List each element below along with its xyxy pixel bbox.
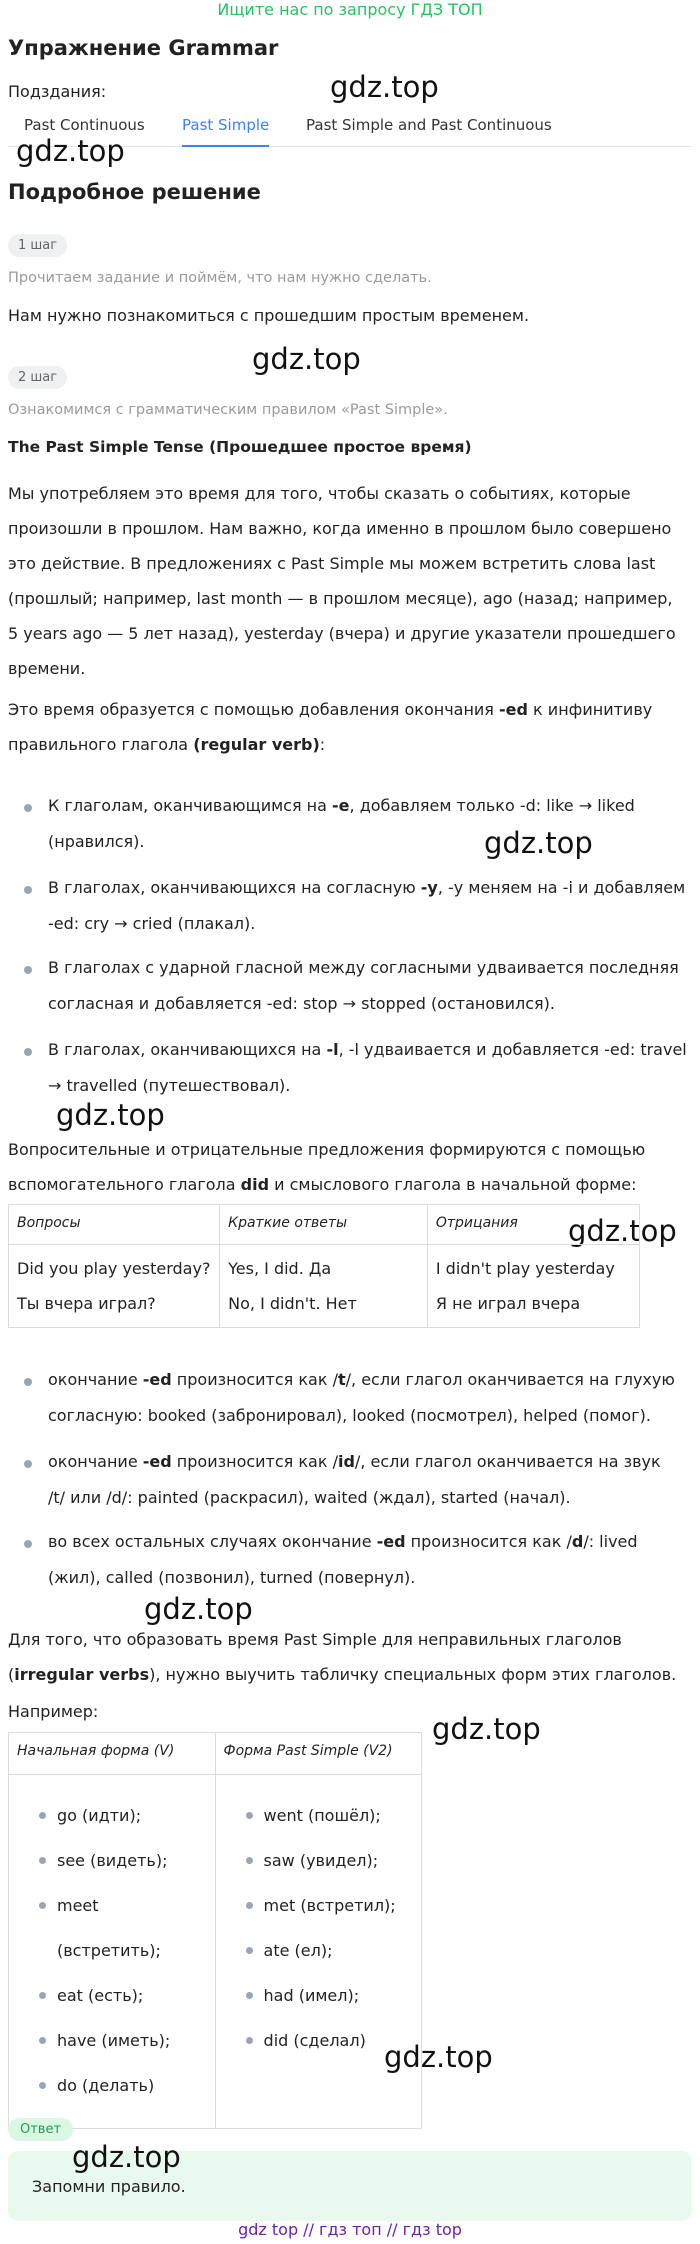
table-row: go (идти); see (видеть); meet (встретить); eat (есть); have (иметь); do (делать) went (пошёл); saw (увидел); met (встретил); ate (ел); had (имел); did (сделал) (9, 1775, 422, 2129)
page-title: Упражнение Grammar (8, 36, 279, 60)
search-banner: Ищите нас по запросу ГДЗ ТОП (217, 0, 483, 19)
table-header: Отрицания (427, 1205, 639, 1245)
rule-paragraph: Мы употребляем это время для того, чтобы сказать о событиях, которые произошли в прошлом. Нам важно, когда именно в прошлом было совершено это действие. В предложениях с Past Simple мы можем встретить слова last (прошлый; например, last month — в прошлом месяце), ago (назад; например, 5 years ago — 5 лет назад), yesterday (вчера) и другие указатели прошедшего времени. (8, 484, 676, 678)
table-row: Did you play yesterday? Yes, I did. Да I didn't play yesterday (9, 1245, 640, 1285)
answer-badge: Ответ (8, 2118, 73, 2141)
list-item: В глаголах с ударной гласной между согласными удваивается последняя согласная и добавляется -ed: stop → stopped (остановился). (48, 958, 679, 1013)
watermark: gdz.top (330, 70, 439, 104)
list-item: К глаголам, оканчивающимся на -е, добавляем только -d: like → liked (нравился). (48, 796, 635, 851)
bullet (24, 1048, 32, 1056)
table-header: Вопросы (9, 1205, 220, 1245)
list-item: В глаголах, оканчивающихся на -l, -l удваивается и добавляется -ed: travel → travelled (путешествовал). (48, 1040, 687, 1095)
watermark: gdz.top (568, 1214, 677, 1248)
list-item: В глаголах, оканчивающихся на согласную -у, -у меняем на -i и добавляем -ed: cry → cried (плакал). (48, 878, 686, 933)
watermark: gdz.top (72, 2140, 181, 2174)
irregular-verbs-table (8, 1732, 422, 2129)
question-paragraph: Вопросительные и отрицательные предложения формируются с помощью вспомогательного глагола did и смыслового глагола в начальной форме: (8, 1140, 646, 1194)
step-text: Нам нужно познакомиться с прошедшим простым временем. (8, 306, 530, 325)
step-hint: Прочитаем задание и поймём, что нам нужно сделать. (8, 270, 432, 286)
solution-heading: Подробное решение (8, 180, 261, 204)
watermark: gdz.top (432, 1712, 541, 1746)
subsections-label: Подздания: (8, 82, 107, 101)
tab-past-simple-and-continuous[interactable]: Past Simple and Past Continuous (306, 116, 552, 134)
watermark: gdz.top (56, 1098, 165, 1132)
step-badge: 2 шаг (8, 366, 67, 389)
rule-title: The Past Simple Tense (Прошедшее простое время) (8, 438, 472, 456)
footer-links[interactable]: gdz top // гдз топ // гдз top (238, 2220, 462, 2239)
tab-past-simple[interactable]: Past Simple (182, 112, 269, 147)
tab-past-continuous[interactable]: Past Continuous (24, 116, 145, 134)
watermark: gdz.top (252, 342, 361, 376)
bullet (24, 886, 32, 894)
bullet (24, 1460, 32, 1468)
table-header: Начальная форма (V) (9, 1733, 216, 1775)
table-header: Форма Past Simple (V2) (215, 1733, 421, 1775)
irregular-paragraph: Для того, что образовать время Past Simple для неправильных глаголов (irregular verbs), нужно выучить табличку специальных форм этих глаголов. (8, 1630, 677, 1684)
list-item: окончание -ed произносится как /t/, если глагол оканчивается на глухую согласную: booked (забронировал), looked (посмотрел), helped (помог). (48, 1370, 675, 1425)
step-badge: 1 шаг (8, 234, 67, 257)
table-header: Краткие ответы (220, 1205, 428, 1245)
bullet (24, 1378, 32, 1386)
table-row: Ты вчера играл? No, I didn't. Нет Я не играл вчера (9, 1284, 640, 1328)
watermark: gdz.top (384, 2040, 493, 2074)
step-hint: Ознакомимся с грамматическим правилом «Past Simple». (8, 402, 448, 418)
example-label: Например: (8, 1702, 99, 1721)
answer-text: Запомни правило. (32, 2177, 186, 2196)
watermark: gdz.top (484, 826, 593, 860)
list-item: окончание -ed произносится как /id/, если глагол оканчивается на звук /t/ или /d/: painted (раскрасил), waited (ждал), started (начал). (48, 1452, 661, 1507)
list-item: во всех остальных случаях окончание -ed произносится как /d/: lived (жил), called (позвонил), turned (повернул). (48, 1532, 638, 1587)
forms-table (8, 1204, 640, 1328)
bullet (24, 966, 32, 974)
watermark: gdz.top (144, 1592, 253, 1626)
formation-paragraph: Это время образуется с помощью добавления окончания -ed к инфинитиву правильного глагола (regular verb): (8, 700, 653, 754)
bullet (24, 1540, 32, 1548)
bullet (24, 804, 32, 812)
watermark: gdz.top (16, 134, 125, 168)
